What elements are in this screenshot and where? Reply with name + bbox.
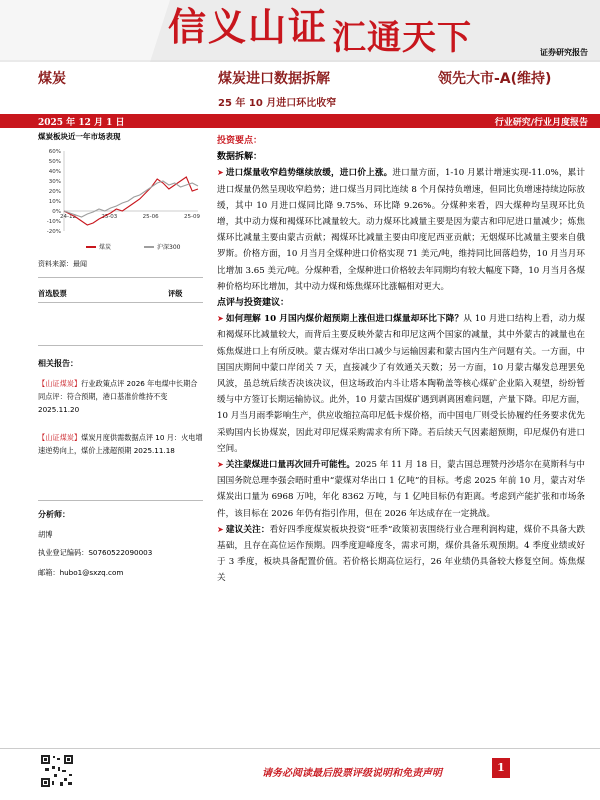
- logo-text-left: 信义山证: [168, 5, 329, 49]
- report-subtitle: 25 年 10 月进口环比收窄: [218, 98, 337, 109]
- related-report[interactable]: [38, 377, 203, 416]
- paragraph-lead: 建议关注：: [225, 524, 270, 535]
- review-label: 点评与投资建议：: [217, 298, 290, 309]
- report-title: 煤炭进口数据拆解: [218, 71, 330, 87]
- paragraph-lead: 如何理解 10 月国内煤价超预期上涨但进口煤量却环比下降？: [225, 314, 464, 325]
- market-chart: [38, 145, 203, 253]
- arrow-bullet-icon: ➤: [217, 168, 224, 178]
- paragraph-lead: 关注蒙煤进口量再次回升可能性。: [225, 460, 356, 471]
- y-tick-label: -20%: [46, 229, 61, 235]
- paragraph-body: 进口量方面，1-10 月累计增速实现-11.0%，累计进口煤量仍然呈现收窄趋势；进口煤当月同比连续 8 个月保持负增速，但同比负增速持续边际放缓，其中 10 月进口煤同比降 9.75%、环比降 9.26%。分煤种来看，四大煤种均呈现环比负增，其中动力煤和褐煤环比减量较大。动力煤环比减量主要是因为蒙古和印尼进口量减少；炼焦煤环比减量主要由蒙古贡献；褐煤环比减量主要由印度尼西亚贡献；无烟煤环比减量主要来自俄罗斯。价格方面，10 月当月全煤种进口价格实现 71 美元/吨，维持同比回落趋势，10 月当月环比增加 3.65 美元/吨。分煤种看，全煤种进口价格较去年同期均有较大幅度下降，10 月当月各煤种价格均环比增加，其中动力煤和炼焦煤环比涨幅相对更大。: [217, 168, 585, 292]
- paragraph-lead: 进口煤量收窄趋势继续放缓，进口价上涨。: [225, 168, 393, 179]
- header-row: [0, 68, 600, 88]
- logo-text-right: 汇通天下: [332, 18, 472, 58]
- y-tick-label: 30%: [48, 179, 61, 185]
- report-type: 行业研究/行业月度报告: [494, 118, 588, 128]
- report-date: 2025 年 12 月 1 日: [38, 118, 125, 128]
- picks-label: 首选股票: [38, 289, 67, 298]
- y-tick-label: 10%: [48, 199, 61, 205]
- research-tag: 证券研究报告: [540, 48, 588, 57]
- date-bar: [0, 114, 600, 128]
- chart-title: 煤炭板块近一年市场表现: [38, 132, 121, 141]
- series-line-0: [64, 177, 198, 225]
- related-text: 行业政策点评 2026 年电煤中长期合同点评：符合预期，港口基准价维持不变 2025.11.20: [38, 379, 198, 414]
- data-label: 数据拆解：: [217, 152, 263, 163]
- paragraph: [217, 311, 585, 457]
- picks-header: [38, 287, 203, 300]
- y-tick-label: 50%: [48, 159, 61, 165]
- sidebar-divider: [38, 345, 203, 346]
- points-label: 投资要点：: [217, 136, 263, 146]
- footer-disclaimer[interactable]: 请务必阅读最后股票评级说明和免责声明: [262, 768, 442, 779]
- paragraph: [217, 522, 585, 587]
- related-text: 煤炭月度供需数据点评 10 月：火电增速逆势向上，煤价上涨超预期 2025.11.18: [38, 433, 203, 455]
- related-tag: 【山证煤炭】: [38, 433, 82, 442]
- page-number: 1: [492, 758, 510, 778]
- paragraph-body: 看好四季度煤炭板块投资“旺季”政策初衷围绕行业合理利润构建，煤价不具备大跌基础，且存在高位运作预期。四季度迎峰度冬，需求可期，煤价具备乐观预期。4 季度业绩或好于 3 季度，板块具备配置价值。若价格长期高位运行，26 年业绩仍具备较大修复空间。炼焦煤关: [217, 524, 585, 584]
- rating-label: 领先大市-A(维持): [438, 71, 552, 87]
- x-tick-label: 24-12: [60, 214, 76, 220]
- legend-label: 沪深300: [157, 244, 181, 251]
- y-tick-label: 20%: [48, 189, 61, 195]
- arrow-bullet-icon: ➤: [217, 314, 224, 324]
- main-content: [217, 133, 585, 587]
- x-tick-label: 25-09: [184, 214, 200, 220]
- y-tick-label: -10%: [46, 219, 61, 225]
- footer-divider: [0, 748, 600, 749]
- related-tag: 【山证煤炭】: [38, 379, 82, 388]
- related-label: 相关报告：: [38, 359, 78, 368]
- sidebar-divider: [38, 277, 203, 278]
- x-tick-label: 25-06: [142, 214, 159, 220]
- chart-source: 资料来源：最闻: [38, 260, 87, 268]
- sidebar-divider: [38, 302, 203, 303]
- sector-label: 煤炭: [38, 71, 66, 87]
- legend-label: 煤炭: [99, 244, 112, 251]
- analyst-cert: 执业登记编码：S0760522090003: [38, 548, 153, 557]
- picks-rating: 评级: [168, 289, 183, 298]
- related-report[interactable]: [38, 431, 203, 457]
- y-tick-label: 0%: [52, 209, 61, 215]
- paragraph: [217, 165, 585, 295]
- paragraph: [217, 457, 585, 522]
- paragraph-body: 2025 年 11 月 18 日，蒙古国总理赞丹沙塔尔在莫斯科与中国国务院总理李强会晤时重申“蒙煤对华出口 1 亿吨”的目标。考虑 2025 年前 10 月，蒙古对华煤炭出口量为 6968 万吨，年化 8362 万吨，与 1 亿吨目标仍有距离。考虑到产能扩张和市场条件，该目标在 2026 年仍有指引作用，但在 2026 年达成存在一定挑战。: [217, 460, 585, 519]
- sidebar-divider: [38, 500, 203, 501]
- x-tick-label: 25-03: [101, 214, 118, 220]
- arrow-bullet-icon: ➤: [217, 460, 224, 470]
- y-tick-label: 60%: [48, 149, 61, 155]
- analyst-name: 胡博: [38, 530, 53, 539]
- paragraph-body: 从 10 月进口结构上看，动力煤和褐煤环比减量较大，而背后主要反映外蒙古和印尼这两个国家的减量，其中外蒙古的减量也在炼焦煤进口上有所反映。蒙古煤对华出口减少与运输因素和蒙古国内生产问题有关。一方面，中国国庆期间中蒙口岸闭关 7 天，直接减少了有效通关天数；另一方面，10 月蒙古爆发总理罢免风波，虽总统后续否决该决议，但这场政治内斗让塔本陶勒盖等核心煤矿企业陷入观望，纷纷暂缓与中方签订长期运输协议。此外，10 月蒙古国煤矿遇到剥离困难问题，产量下降。印尼方面，10 月当月雨季影响生产，供应收缩拉高印尼低卡煤价格，而中国电厂则受长协履约任务要求优先采购国内长协煤炭，因此对印尼煤采购需求有所下降。若后续天气因素超预期，印尼煤仍有进口空间。: [217, 314, 585, 454]
- analyst-label: 分析师：: [38, 510, 70, 519]
- series-line-1: [64, 181, 198, 217]
- qr-code-icon: [40, 754, 74, 788]
- header-banner: [0, 0, 600, 62]
- y-tick-label: 40%: [48, 169, 61, 175]
- arrow-bullet-icon: ➤: [217, 524, 224, 534]
- analyst-email[interactable]: 邮箱：hubo1@sxzq.com: [38, 568, 124, 577]
